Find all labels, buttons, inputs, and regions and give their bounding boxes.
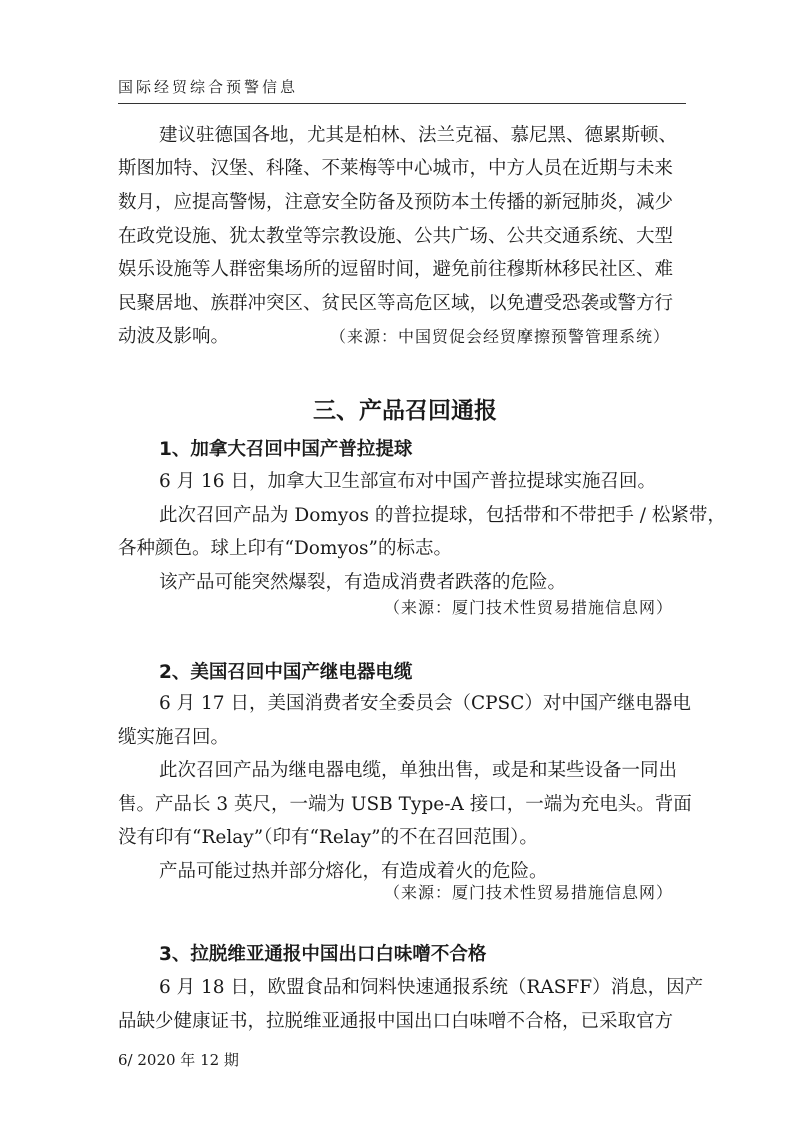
item-line: 6 月 16 日，加拿大卫生部宣布对中国产普拉提球实施召回。 [159, 471, 656, 492]
intro-line: 民聚居地、族群冲突区、贫民区等高危区域，以免遭受恐袭或警方行 [118, 293, 674, 314]
item-heading: 2、美国召回中国产继电器电缆 [159, 662, 413, 683]
item-line: 此次召回产品为继电器电缆，单独出售，或是和某些设备一同出 [159, 760, 678, 781]
item-line: 缆实施召回。 [118, 727, 230, 748]
item-source: （来源：厦门技术性贸易措施信息网） [384, 883, 674, 902]
item-line: 各种颜色。球上印有“Domyos”的标志。 [118, 538, 453, 559]
item-line: 品缺少健康证书，拉脱维亚通报中国出口白味噌不合格，已采取官方 [118, 1011, 674, 1032]
page-number: 6/ 2020 年 12 期 [118, 1051, 239, 1069]
item-heading: 1、加拿大召回中国产普拉提球 [159, 439, 413, 460]
item-line: 售。产品长 3 英尺，一端为 USB Type-A 接口，一端为充电头。背面 [118, 794, 692, 815]
item-line: 6 月 18 日，欧盟食品和饲料快速通报系统（RASFF）消息，因产 [159, 977, 704, 998]
intro-line: 在政党设施、犹太教堂等宗教设施、公共广场、公共交通系统、大型 [118, 226, 674, 247]
intro-line: 建议驻德国各地，尤其是柏林、法兰克福、慕尼黑、德累斯顿、 [159, 125, 678, 146]
item-line: 6 月 17 日，美国消费者安全委员会（CPSC）对中国产继电器电 [159, 693, 691, 714]
intro-line: 动波及影响。 [118, 326, 230, 347]
item-line: 产品可能过热并部分熔化，有造成着火的危险。 [159, 861, 548, 882]
section-title: 三、产品召回通报 [313, 398, 497, 424]
intro-line: 数月，应提高警惕，注意安全防备及预防本土传播的新冠肺炎，减少 [118, 192, 674, 213]
item-source: （来源：厦门技术性贸易措施信息网） [384, 598, 674, 617]
intro-line: 娱乐设施等人群密集场所的逗留时间，避免前往穆斯林移民社区、难 [118, 259, 674, 280]
item-line: 此次召回产品为 Domyos 的普拉提球，包括带和不带把手 / 松紧带， [159, 505, 726, 526]
item-line: 没有印有“Relay”（印有“Relay”的不在召回范围）。 [118, 827, 538, 848]
intro-line: 斯图加特、汉堡、科隆、不莱梅等中心城市，中方人员在近期与未来 [118, 158, 674, 179]
header-rule [118, 103, 686, 104]
running-header: 国际经贸综合预警信息 [118, 78, 299, 96]
item-line: 该产品可能突然爆裂，有造成消费者跌落的危险。 [159, 572, 567, 593]
intro-source: （来源：中国贸促会经贸摩擦预警管理系统） [330, 327, 671, 346]
item-heading: 3、拉脱维亚通报中国出口白味噌不合格 [159, 944, 487, 965]
